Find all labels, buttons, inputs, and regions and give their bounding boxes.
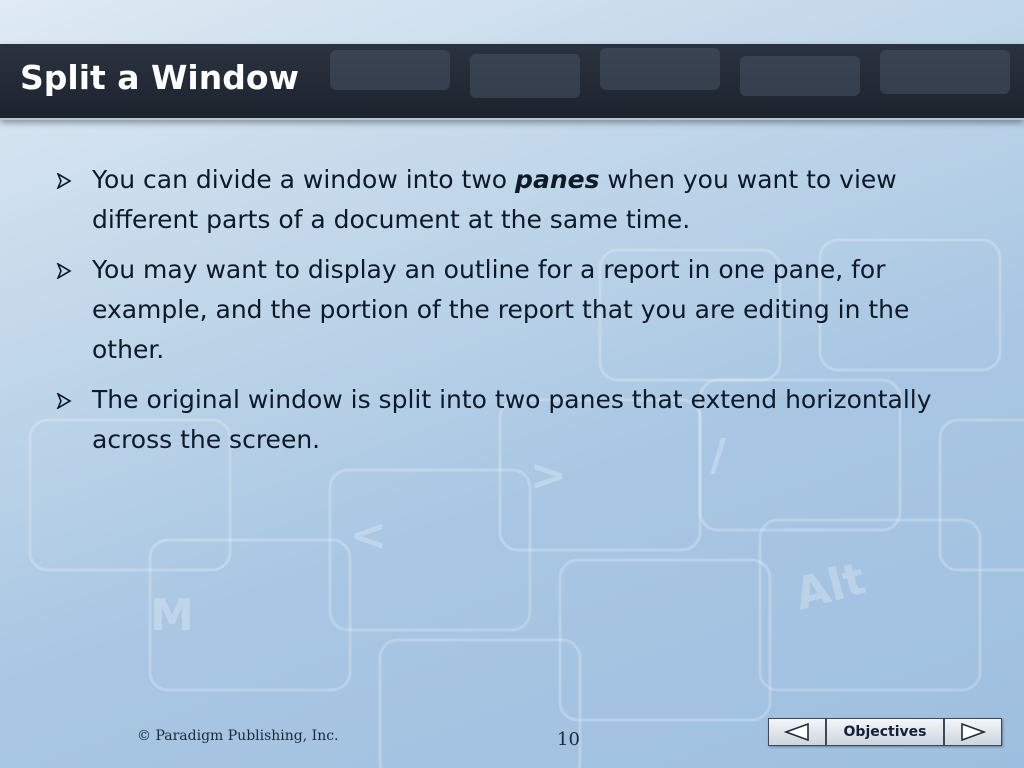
slide-navigation: [768, 718, 1002, 748]
svg-text:M: M: [150, 590, 194, 641]
bullet-item: [52, 380, 982, 460]
left-triangle-icon: [784, 723, 810, 741]
svg-text:Alt: Alt: [789, 553, 871, 621]
arrow-bullet-icon: [56, 263, 72, 279]
title-bar: [0, 44, 1024, 120]
copyright-text: © Paradigm Publishing, Inc.: [137, 728, 339, 744]
bullet-text: The original window is split into two panes that extend horizontally across the screen.: [92, 385, 932, 454]
emphasis-term: panes: [515, 165, 600, 194]
bullet-text: You may want to display an outline for a report in one pane, for example, and the portion of the report that you are editing in the other.: [92, 255, 910, 364]
page-number: 10: [557, 729, 580, 750]
svg-text:<: <: [350, 510, 387, 561]
svg-text:>: >: [530, 450, 567, 501]
right-triangle-icon: [960, 723, 986, 741]
bullet-text: You can divide a window into two panes when you want to view different parts of a document at the same time.: [92, 165, 897, 234]
bullet-list: [52, 160, 982, 470]
previous-slide-button[interactable]: [768, 718, 826, 746]
slide-title: Split a Window: [20, 58, 300, 97]
objectives-button[interactable]: Objectives: [826, 718, 944, 746]
next-slide-button[interactable]: [944, 718, 1002, 746]
svg-text:/: /: [710, 430, 727, 481]
arrow-bullet-icon: [56, 393, 72, 409]
bullet-item: [52, 250, 982, 370]
bullet-item: [52, 160, 982, 240]
arrow-bullet-icon: [56, 173, 72, 189]
